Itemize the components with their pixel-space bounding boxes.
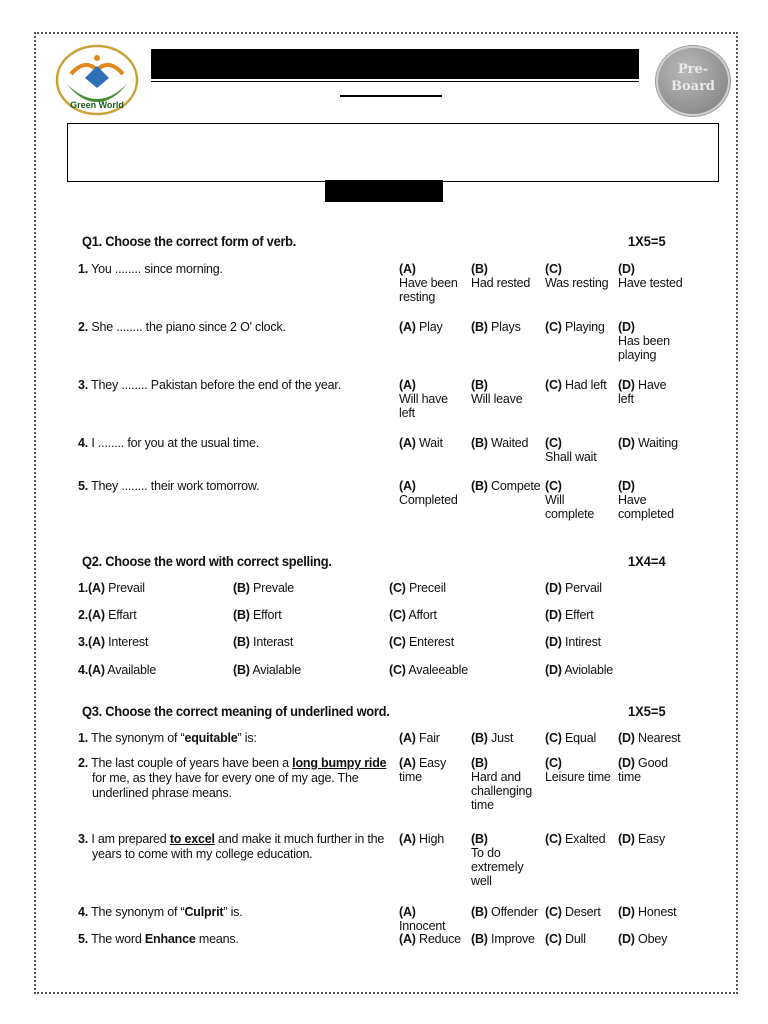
question-stem-start: The synonym of “ (91, 905, 185, 919)
key-term: equitable (184, 731, 238, 745)
q1-marks: 1X5=5 (628, 233, 666, 249)
question-number: 2. (78, 756, 89, 770)
option-label: (A) (88, 581, 105, 595)
option-text: Pervail (565, 581, 602, 595)
option-text: Obey (638, 932, 668, 946)
option-text: Have completed (618, 493, 674, 521)
option-c (389, 608, 437, 622)
question-number: 5. (78, 932, 89, 946)
option-d (618, 731, 684, 745)
logo-emblem-icon (55, 44, 139, 116)
option-text: Interest (108, 635, 149, 649)
option-d (545, 608, 594, 622)
option-label: (C) (545, 756, 562, 770)
question-stem: You ........ since morning. (91, 262, 223, 276)
question-stem-start: I am prepared (91, 832, 170, 846)
key-term: long bumpy ride (292, 756, 387, 770)
option-c (545, 731, 615, 745)
option-label: (A) (399, 932, 416, 946)
pre-board-badge (656, 46, 730, 116)
question-number: 4. (78, 663, 89, 677)
option-a (399, 932, 465, 946)
option-a (78, 608, 137, 622)
option-b (471, 832, 541, 888)
key-term: Culprit (184, 905, 224, 919)
title-bar (151, 49, 639, 79)
option-text: Reduce (419, 932, 461, 946)
option-text: Play (419, 320, 443, 334)
option-c (545, 832, 615, 846)
option-text: Had rested (471, 276, 531, 290)
option-label: (D) (618, 731, 635, 745)
question-number: 4. (78, 436, 89, 450)
option-text: Will have left (399, 392, 448, 420)
option-c (545, 378, 615, 392)
option-label: (D) (618, 905, 635, 919)
option-text: Aviolable (564, 663, 614, 677)
question-stem-end: means. (195, 932, 239, 946)
option-d (618, 320, 684, 362)
option-text: Effart (108, 608, 137, 622)
option-d (545, 663, 613, 677)
option-text: Effort (253, 608, 282, 622)
option-label: (A) (399, 320, 416, 334)
option-label: (C) (389, 635, 406, 649)
question-stem: She ........ the piano since 2 O' clock. (91, 320, 286, 334)
question-number: 3. (78, 635, 89, 649)
option-a (399, 320, 465, 334)
option-label: (A) (399, 262, 416, 276)
subtitle-rule (340, 95, 442, 97)
title-underline (151, 81, 639, 82)
option-text: Will complete (545, 493, 595, 521)
question-text (78, 932, 392, 947)
option-label: (B) (471, 378, 488, 392)
option-text: Preceil (409, 581, 446, 595)
option-text: Avialable (252, 663, 302, 677)
option-text: Easy (638, 832, 666, 846)
option-label: (D) (618, 832, 635, 846)
option-text: Have been resting (399, 276, 458, 304)
option-a (399, 479, 465, 507)
option-text: Exalted (565, 832, 606, 846)
option-label: (C) (545, 479, 562, 493)
option-label: (B) (471, 932, 488, 946)
option-c (545, 479, 615, 521)
option-label: (D) (618, 320, 635, 334)
option-label: (D) (618, 932, 635, 946)
q3-heading: Q3. Choose the correct meaning of underlined word. (82, 703, 390, 719)
option-label: (A) (88, 635, 105, 649)
option-label: (C) (545, 320, 562, 334)
option-d (618, 479, 684, 521)
option-b (471, 756, 541, 812)
option-label: (C) (389, 581, 406, 595)
option-label: (A) (399, 436, 416, 450)
option-a (399, 905, 465, 933)
question-number: 4. (78, 905, 89, 919)
question-text (78, 479, 386, 494)
logo-text: Green World (70, 100, 124, 110)
question-stem-start: The word (91, 932, 145, 946)
option-label: (C) (545, 932, 562, 946)
option-label: (C) (545, 832, 562, 846)
question-text (78, 731, 392, 746)
option-text: Easy time (399, 756, 447, 784)
option-b (471, 932, 541, 946)
option-label: (B) (471, 436, 488, 450)
option-b (471, 479, 541, 493)
option-a (399, 262, 465, 304)
option-text: Just (491, 731, 514, 745)
option-text: Hard and challenging time (471, 770, 533, 812)
option-c (389, 635, 454, 649)
option-label: (B) (471, 905, 488, 919)
option-d (618, 378, 684, 406)
option-text: Wait (419, 436, 443, 450)
option-b (471, 378, 541, 406)
option-text: Fair (419, 731, 440, 745)
option-d (545, 635, 601, 649)
question-text (78, 378, 386, 393)
option-d (618, 436, 684, 450)
option-d (618, 932, 684, 946)
option-b (471, 320, 541, 334)
option-label: (B) (471, 479, 488, 493)
option-label: (A) (88, 663, 105, 677)
question-number: 2. (78, 320, 89, 334)
option-b (471, 262, 541, 290)
key-term: Enhance (144, 932, 196, 946)
option-text: Dull (565, 932, 586, 946)
option-text: Interast (253, 635, 294, 649)
option-label: (B) (471, 731, 488, 745)
option-text: Waiting (638, 436, 678, 450)
option-a (399, 731, 465, 745)
q1-heading: Q1. Choose the correct form of verb. (82, 233, 297, 249)
option-text: Waited (491, 436, 529, 450)
option-b (233, 608, 282, 622)
option-text: Improve (491, 932, 535, 946)
option-label: (D) (618, 756, 635, 770)
option-text: High (419, 832, 444, 846)
option-label: (A) (399, 479, 416, 493)
option-text: Available (107, 663, 157, 677)
question-text (78, 320, 386, 335)
option-c (389, 581, 446, 595)
option-label: (D) (618, 262, 635, 276)
option-text: Intirest (565, 635, 601, 649)
option-label: (C) (545, 262, 562, 276)
question-stem-end: ” is. (223, 905, 243, 919)
option-c (545, 932, 615, 946)
option-label: (B) (233, 608, 250, 622)
option-label: (D) (545, 663, 562, 677)
option-label: (A) (399, 832, 416, 846)
question-number: 3. (78, 378, 89, 392)
option-a (399, 378, 465, 420)
option-b (471, 731, 541, 745)
option-text: Equal (565, 731, 597, 745)
question-number: 1. (78, 731, 89, 745)
option-label: (A) (399, 905, 416, 919)
question-number: 2. (78, 608, 89, 622)
option-label: (B) (471, 262, 488, 276)
q2-heading: Q2. Choose the word with correct spelling. (82, 553, 332, 569)
option-text: Honest (638, 905, 677, 919)
option-text: Plays (491, 320, 521, 334)
option-label: (C) (389, 608, 406, 622)
option-label: (B) (471, 756, 488, 770)
question-stem-end: ” is: (237, 731, 257, 745)
option-label: (D) (545, 608, 562, 622)
option-text: Innocent (399, 919, 446, 933)
option-text: Has been playing (618, 334, 670, 362)
option-text: Leisure time (545, 770, 611, 784)
question-stem: I ........ for you at the usual time. (91, 436, 259, 450)
option-text: Enterest (409, 635, 454, 649)
option-text: Good time (618, 756, 668, 784)
option-text: Compete (491, 479, 541, 493)
option-label: (D) (618, 479, 635, 493)
option-c (389, 663, 468, 677)
option-a (399, 756, 465, 784)
option-a (399, 832, 465, 846)
option-text: Prevale (253, 581, 295, 595)
option-c (545, 905, 615, 919)
option-c (545, 756, 615, 784)
question-number: 3. (78, 832, 89, 846)
question-text (78, 905, 392, 920)
q3-marks: 1X5=5 (628, 703, 666, 719)
question-stem-end: for me, as they have for every one of my age. The underlined phrase means. (92, 771, 359, 800)
option-label: (C) (545, 378, 562, 392)
option-text: Have tested (618, 276, 683, 290)
option-text: Avaleeable (408, 663, 468, 677)
badge-line-2: Board (670, 79, 716, 94)
option-a (78, 635, 148, 649)
option-text: Was resting (545, 276, 609, 290)
option-text: Affort (408, 608, 437, 622)
option-b (233, 663, 301, 677)
question-number: 5. (78, 479, 89, 493)
key-term: to excel (169, 832, 215, 846)
option-text: Prevail (108, 581, 145, 595)
option-label: (B) (233, 581, 250, 595)
option-d (545, 581, 602, 595)
question-stem: They ........ Pakistan before the end of the year. (91, 378, 341, 392)
option-b (233, 581, 294, 595)
option-text: Will leave (471, 392, 523, 406)
question-stem-end: and make it much further in the years to come with my college education. (92, 832, 385, 861)
option-a (78, 581, 145, 595)
question-stem-start: The synonym of “ (91, 731, 185, 745)
question-text (78, 832, 392, 862)
option-label: (B) (233, 663, 250, 677)
option-label: (C) (545, 905, 562, 919)
option-label: (C) (545, 436, 562, 450)
option-label: (B) (471, 320, 488, 334)
section-bar (325, 180, 443, 202)
option-label: (D) (545, 635, 562, 649)
q2-marks: 1X4=4 (628, 553, 666, 569)
option-text: Desert (565, 905, 601, 919)
option-text: Playing (565, 320, 605, 334)
option-b (233, 635, 293, 649)
option-text: Nearest (638, 731, 681, 745)
option-label: (D) (618, 378, 635, 392)
option-label: (B) (471, 832, 488, 846)
option-text: To do extremely well (471, 846, 524, 888)
question-number: 1. (78, 262, 89, 276)
option-text: Completed (399, 493, 458, 507)
option-d (618, 262, 684, 290)
option-label: (C) (389, 663, 406, 677)
option-label: (B) (233, 635, 250, 649)
option-c (545, 320, 615, 334)
option-text: Had left (565, 378, 607, 392)
option-c (545, 436, 615, 464)
option-a (78, 663, 156, 677)
option-d (618, 756, 684, 784)
option-label: (A) (88, 608, 105, 622)
option-text: Shall wait (545, 450, 597, 464)
option-label: (A) (399, 756, 416, 770)
question-stem: They ........ their work tomorrow. (91, 479, 260, 493)
option-d (618, 905, 684, 919)
student-info-box (67, 123, 719, 182)
option-text: Offender (491, 905, 538, 919)
option-d (618, 832, 684, 846)
question-text (78, 262, 386, 277)
option-a (399, 436, 465, 450)
option-b (471, 905, 541, 919)
school-logo (55, 44, 139, 116)
question-text (78, 756, 392, 801)
option-b (471, 436, 541, 450)
badge-line-1: Pre- (677, 62, 709, 77)
option-label: (A) (399, 378, 416, 392)
option-label: (C) (545, 731, 562, 745)
option-label: (A) (399, 731, 416, 745)
option-c (545, 262, 615, 290)
option-text: Have left (618, 378, 667, 406)
question-number: 1. (78, 581, 89, 595)
question-text (78, 436, 386, 451)
option-text: Effert (565, 608, 594, 622)
question-stem-start: The last couple of years have been a (91, 756, 293, 770)
option-label: (D) (545, 581, 562, 595)
option-label: (D) (618, 436, 635, 450)
